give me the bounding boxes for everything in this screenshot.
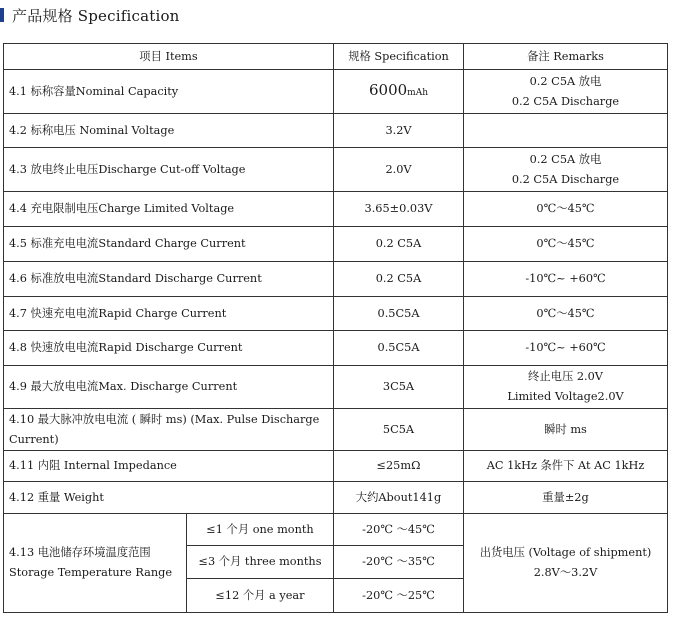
table-header-row <box>4 44 668 70</box>
row-spec: 0.5C5A <box>334 297 464 331</box>
storage-row <box>4 514 668 546</box>
row-spec: 3C5A <box>334 366 464 409</box>
table-row <box>4 114 668 148</box>
table-row <box>4 70 668 114</box>
remark-line: 0.2 C5A Discharge <box>511 94 620 108</box>
storage-range: -20℃ ～35℃ <box>334 546 464 579</box>
row-remark <box>464 366 668 409</box>
row-spec: 3.2V <box>334 114 464 148</box>
storage-item <box>4 514 187 613</box>
storage-duration: ≤3 个月 three months <box>187 546 334 579</box>
table-row <box>4 409 668 451</box>
table-row <box>4 331 668 366</box>
row-item: 4.7 快速充电电流Rapid Charge Current <box>4 297 334 331</box>
row-spec: 0.2 C5A <box>334 262 464 297</box>
row-item: 4.1 标称容量Nominal Capacity <box>4 70 334 114</box>
remark-line: 0.2 C5A 放电 <box>529 152 602 166</box>
row-spec: 2.0V <box>334 148 464 192</box>
storage-duration: ≤12 个月 a year <box>187 579 334 613</box>
heading-bullet-icon <box>0 8 4 22</box>
heading-text: 产品规格 Specification <box>12 6 180 25</box>
row-spec: ≤25mΩ <box>334 451 464 482</box>
row-remark <box>464 114 668 148</box>
row-remark: 0℃～45℃ <box>464 192 668 227</box>
row-remark <box>464 70 668 114</box>
row-item: 4.2 标称电压 Nominal Voltage <box>4 114 334 148</box>
row-remark: 0℃～45℃ <box>464 227 668 262</box>
row-spec: 0.5C5A <box>334 331 464 366</box>
table-row <box>4 192 668 227</box>
row-spec: 大约About141g <box>334 482 464 514</box>
spec-unit: mAh <box>407 88 429 98</box>
item-line: Current) <box>9 432 59 446</box>
row-item: 4.4 充电限制电压Charge Limited Voltage <box>4 192 334 227</box>
table-row <box>4 148 668 192</box>
row-remark: -10℃~ +60℃ <box>464 331 668 366</box>
item-line: 4.13 电池储存环境温度范围 <box>9 546 151 559</box>
row-item <box>4 409 334 451</box>
row-item: 4.6 标准放电电流Standard Discharge Current <box>4 262 334 297</box>
row-remark: 瞬时 ms <box>464 409 668 451</box>
table-row <box>4 451 668 482</box>
row-remark: AC 1kHz 条件下 At AC 1kHz <box>464 451 668 482</box>
row-spec: 0.2 C5A <box>334 227 464 262</box>
table-row <box>4 262 668 297</box>
table-row <box>4 227 668 262</box>
section-heading <box>0 3 180 27</box>
storage-range: -20℃ ～45℃ <box>334 514 464 546</box>
row-spec <box>334 70 464 114</box>
item-line: 4.10 最大脉冲放电电流 ( 瞬时 ms) (Max. Pulse Discharge <box>9 412 320 426</box>
spec-value: 6000 <box>368 81 408 99</box>
storage-remark <box>464 514 668 613</box>
row-remark: -10℃~ +60℃ <box>464 262 668 297</box>
row-remark: 重量±2g <box>464 482 668 514</box>
header-items: 项目 Items <box>4 44 334 70</box>
header-spec: 规格 Specification <box>334 44 464 70</box>
remark-line: 终止电压 2.0V <box>528 370 603 383</box>
table-row <box>4 297 668 331</box>
row-spec: 3.65±0.03V <box>334 192 464 227</box>
remark-line: 2.8V～3.2V <box>533 566 598 579</box>
table-row <box>4 482 668 514</box>
storage-range: -20℃ ～25℃ <box>334 579 464 613</box>
specification-table <box>3 43 668 613</box>
row-item: 4.5 标准充电电流Standard Charge Current <box>4 227 334 262</box>
row-item: 4.9 最大放电电流Max. Discharge Current <box>4 366 334 409</box>
row-item: 4.8 快速放电电流Rapid Discharge Current <box>4 331 334 366</box>
remark-line: 0.2 C5A Discharge <box>511 172 620 186</box>
row-remark <box>464 148 668 192</box>
item-line: Storage Temperature Range <box>9 566 173 579</box>
row-item: 4.3 放电终止电压Discharge Cut-off Voltage <box>4 148 334 192</box>
row-item: 4.11 内阻 Internal Impedance <box>4 451 334 482</box>
row-remark: 0℃～45℃ <box>464 297 668 331</box>
header-remarks: 备注 Remarks <box>464 44 668 70</box>
remark-line: Limited Voltage2.0V <box>507 390 624 403</box>
remark-line: 出货电压 (Voltage of shipment) <box>479 546 652 559</box>
row-spec: 5C5A <box>334 409 464 451</box>
remark-line: 0.2 C5A 放电 <box>529 74 602 88</box>
storage-duration: ≤1 个月 one month <box>187 514 334 546</box>
table-row <box>4 366 668 409</box>
row-item: 4.12 重量 Weight <box>4 482 334 514</box>
